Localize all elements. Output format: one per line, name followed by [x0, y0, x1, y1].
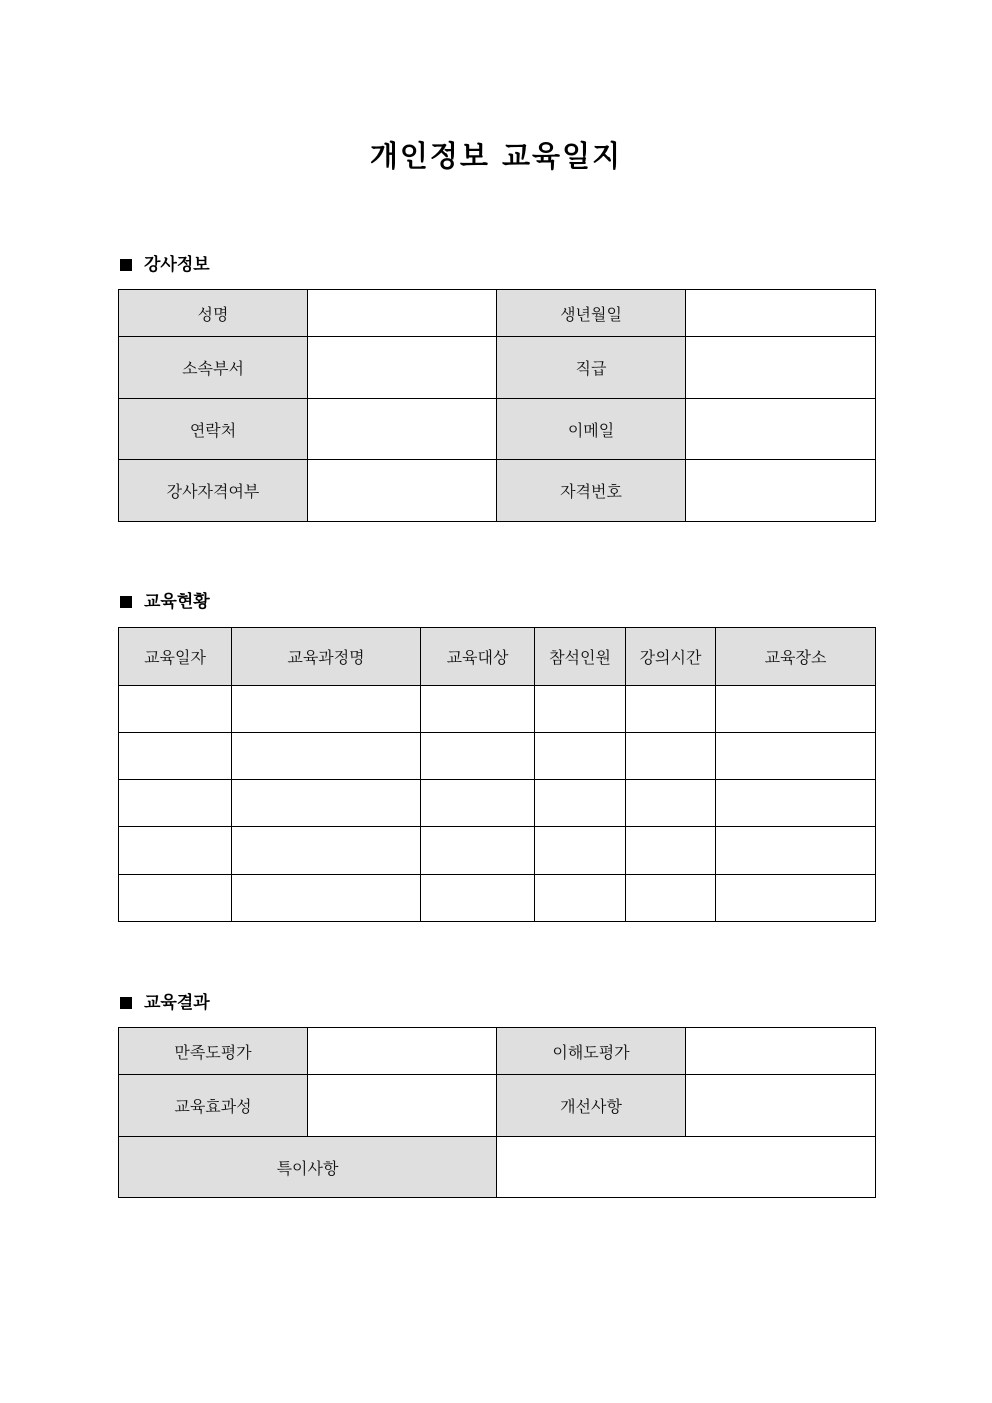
field-value[interactable] [686, 337, 876, 399]
table-cell[interactable] [626, 733, 716, 780]
field-value[interactable] [308, 290, 497, 337]
table-cell[interactable] [716, 780, 876, 827]
field-value[interactable] [686, 290, 876, 337]
field-value[interactable] [308, 1075, 497, 1137]
education-result-table [118, 1027, 876, 1198]
field-label: 이메일 [497, 399, 686, 460]
table-cell[interactable] [535, 733, 626, 780]
table-cell[interactable] [716, 875, 876, 922]
table-cell[interactable] [626, 780, 716, 827]
field-label: 강사자격여부 [119, 460, 308, 522]
field-value[interactable] [686, 1028, 876, 1075]
field-label: 만족도평가 [119, 1028, 308, 1075]
section-title: 교육현황 [144, 592, 210, 612]
table-row [119, 875, 876, 922]
column-header: 교육장소 [716, 628, 876, 686]
table-cell[interactable] [119, 686, 232, 733]
field-label: 소속부서 [119, 337, 308, 399]
education-status-table [118, 627, 876, 922]
field-value[interactable] [686, 460, 876, 522]
table-row [119, 733, 876, 780]
field-label: 이해도평가 [497, 1028, 686, 1075]
table-cell[interactable] [421, 686, 535, 733]
field-value[interactable] [686, 399, 876, 460]
field-value[interactable] [308, 1028, 497, 1075]
table-cell[interactable] [626, 686, 716, 733]
section-title: 강사정보 [144, 255, 210, 275]
table-row [119, 290, 876, 337]
table-row [119, 399, 876, 460]
table-cell[interactable] [421, 733, 535, 780]
field-label: 연락처 [119, 399, 308, 460]
column-header: 교육대상 [421, 628, 535, 686]
table-cell[interactable] [421, 827, 535, 875]
section-heading-status [120, 591, 210, 613]
field-value[interactable] [308, 337, 497, 399]
square-bullet-icon [120, 259, 132, 271]
table-cell[interactable] [232, 875, 421, 922]
table-row [119, 1137, 876, 1198]
field-label: 성명 [119, 290, 308, 337]
table-cell[interactable] [716, 686, 876, 733]
section-heading-result [120, 992, 210, 1014]
field-label: 자격번호 [497, 460, 686, 522]
table-cell[interactable] [232, 686, 421, 733]
table-cell[interactable] [119, 827, 232, 875]
square-bullet-icon [120, 997, 132, 1009]
field-label: 생년월일 [497, 290, 686, 337]
table-row [119, 1075, 876, 1137]
table-cell[interactable] [421, 780, 535, 827]
table-cell[interactable] [626, 875, 716, 922]
field-value[interactable] [308, 399, 497, 460]
field-label: 교육효과성 [119, 1075, 308, 1137]
column-header: 강의시간 [626, 628, 716, 686]
table-cell[interactable] [535, 875, 626, 922]
table-cell[interactable] [119, 780, 232, 827]
section-title: 교육결과 [144, 993, 210, 1013]
table-cell[interactable] [232, 827, 421, 875]
table-row [119, 827, 876, 875]
table-row [119, 780, 876, 827]
field-label: 직급 [497, 337, 686, 399]
table-cell[interactable] [119, 875, 232, 922]
notes-label: 특이사항 [119, 1137, 497, 1198]
table-cell[interactable] [716, 733, 876, 780]
table-cell[interactable] [535, 686, 626, 733]
table-cell[interactable] [716, 827, 876, 875]
column-header: 교육일자 [119, 628, 232, 686]
page-title: 개인정보 교육일지 [369, 139, 623, 173]
table-cell[interactable] [232, 733, 421, 780]
field-label: 개선사항 [497, 1075, 686, 1137]
table-row [119, 686, 876, 733]
table-row [119, 337, 876, 399]
table-cell[interactable] [119, 733, 232, 780]
table-cell[interactable] [232, 780, 421, 827]
column-header: 교육과정명 [232, 628, 421, 686]
table-header-row [119, 628, 876, 686]
table-row [119, 460, 876, 522]
field-value[interactable] [686, 1075, 876, 1137]
field-value[interactable] [308, 460, 497, 522]
table-cell[interactable] [421, 875, 535, 922]
table-cell[interactable] [535, 827, 626, 875]
table-cell[interactable] [535, 780, 626, 827]
instructor-info-table [118, 289, 876, 522]
square-bullet-icon [120, 596, 132, 608]
table-cell[interactable] [626, 827, 716, 875]
column-header: 참석인원 [535, 628, 626, 686]
section-heading-instructor [120, 254, 210, 276]
table-row [119, 1028, 876, 1075]
notes-field[interactable] [497, 1137, 876, 1198]
